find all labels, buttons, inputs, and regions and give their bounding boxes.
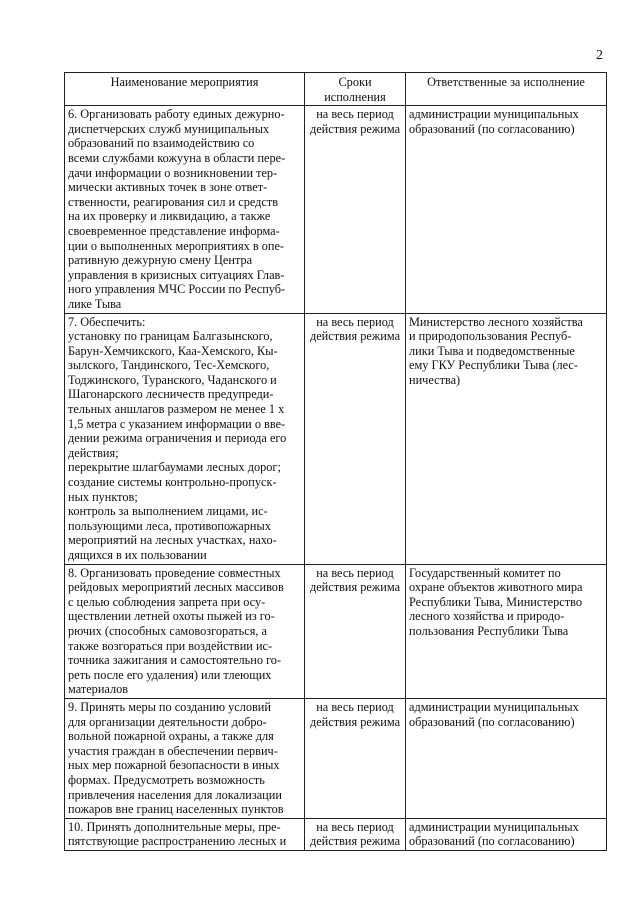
activity-cell	[65, 564, 305, 698]
activity-cell-line: зылского, Тандинского, Тес-Хемского,	[68, 358, 270, 373]
activity-cell-line: своевременное представление информа-	[68, 223, 280, 238]
activity-cell-line: диспетчерских служб муниципальных	[68, 121, 270, 136]
activity-cell-line: дачи информации о возникновении тер-	[68, 165, 278, 180]
responsible-cell-line: ему ГКУ Республики Тыва (лес-	[409, 358, 578, 373]
responsible-cell	[406, 313, 607, 564]
term-cell-line: действия режима	[309, 580, 401, 595]
term-cell	[305, 106, 406, 313]
measures-table	[64, 72, 607, 851]
activity-cell-line: 8. Организовать проведение совместных	[68, 565, 281, 580]
activity-cell-line: 9. Принять меры по созданию условий	[68, 699, 271, 714]
activity-cell-line: 10. Принять дополнительные меры, пре-	[68, 819, 281, 834]
activity-cell-line: всеми службами кожууна в области пере-	[68, 150, 286, 165]
activity-cell-line: также возгораться при воздействии ис-	[68, 638, 273, 653]
term-cell-line: на весь период	[316, 314, 394, 329]
responsible-cell-line: Республики Тыва, Министерство	[409, 594, 582, 609]
activity-cell-line: ных пунктов;	[68, 489, 138, 504]
header-term-line: исполнения	[324, 89, 386, 104]
activity-cell-line: мически активных точек в зоне ответ-	[68, 180, 268, 195]
activity-cell-line: ственности, реагирования сил и средств	[68, 194, 279, 209]
activity-cell-line: рючих (способных самовозгораться, а	[68, 623, 267, 638]
table-row	[65, 698, 607, 818]
activity-cell-line: перекрытие шлагбаумами лесных дорог;	[68, 460, 281, 475]
activity-cell-line: для организации деятельности добро-	[68, 714, 267, 729]
activity-cell-line: участия граждан в обеспечении первич-	[68, 743, 278, 758]
responsible-cell-line: администрации муниципальных	[409, 107, 579, 122]
responsible-cell	[406, 564, 607, 698]
activity-cell-line: с целью соблюдения запрета при осу-	[68, 594, 266, 609]
term-cell-line: действия режима	[309, 714, 401, 729]
term-cell-line: действия режима	[309, 329, 401, 344]
page-number: 2	[596, 48, 603, 63]
activity-cell-line: контроль за выполнением лицами, ис-	[68, 504, 268, 519]
responsible-cell-line: лесного хозяйства и природо-	[409, 609, 565, 624]
responsible-cell	[406, 106, 607, 313]
activity-cell-line: пожаров вне границ населенных пунктов	[68, 802, 284, 817]
activity-cell-line: привлечения населения для локализации	[68, 787, 282, 802]
activity-cell-line: мероприятий на лесных участках, нахо-	[68, 533, 277, 548]
activity-cell-line: формах. Предусмотреть возможность	[68, 772, 265, 787]
responsible-cell-line: пользования Республики Тыва	[409, 623, 569, 638]
responsible-cell-line: лики Тыва и подведомственные	[409, 343, 575, 358]
responsible-cell-line: Государственный комитет по	[409, 565, 561, 580]
activity-cell-line: вольной пожарной охраны, а также для	[68, 729, 274, 744]
activity-cell-line: Шагонарского лесничеств предупреди-	[68, 387, 274, 402]
activity-cell-line: ных мер пожарной безопасности в иных	[68, 758, 280, 773]
responsible-cell-line: и природопользования Респуб-	[409, 329, 572, 344]
table-row	[65, 106, 607, 313]
header-term-line: Сроки	[338, 75, 372, 89]
activity-cell-line: 1,5 метра с указанием информации о вве-	[68, 416, 286, 431]
activity-cell-line: ративную дежурную смену Центра	[68, 253, 253, 268]
activity-cell-line: ществлении летней охоты пыжей из го-	[68, 609, 275, 624]
header-term	[305, 73, 406, 106]
header-activity: Наименование мероприятия	[65, 73, 305, 106]
activity-cell	[65, 698, 305, 818]
activity-cell-line: действия;	[68, 445, 119, 460]
header-responsible: Ответственные за исполнение	[406, 73, 607, 106]
responsible-cell-line: администрации муниципальных	[409, 699, 579, 714]
term-cell-line: на весь период	[316, 107, 394, 122]
responsible-cell-line: администрации муниципальных	[409, 819, 579, 834]
activity-cell-line: точника зажигания и самостоятельно го-	[68, 653, 282, 668]
responsible-cell	[406, 698, 607, 818]
activity-cell-line: реть после его удаления) или тлеющих	[68, 667, 272, 682]
activity-cell-line: ции о выполненных мероприятиях в опе-	[68, 238, 284, 253]
responsible-cell-line: ничества)	[409, 372, 461, 387]
responsible-cell-line: образований (по согласованию)	[409, 834, 575, 849]
activity-cell-line: Тоджинского, Туранского, Чаданского и	[68, 372, 277, 387]
activity-cell-line: лике Тыва	[68, 296, 122, 311]
term-cell	[305, 818, 406, 850]
activity-cell-line: дении режима ограничения и периода его	[68, 431, 287, 446]
activity-cell-line: 7. Обеспечить:	[68, 314, 146, 329]
activity-cell-line: рейдовых мероприятий лесных массивов	[68, 580, 284, 595]
term-cell	[305, 564, 406, 698]
responsible-cell-line: охране объектов животного мира	[409, 580, 583, 595]
activity-cell-line: установку по границам Балгазынского,	[68, 329, 273, 344]
activity-cell-line: управления в кризисных ситуациях Глав-	[68, 267, 285, 282]
activity-cell	[65, 313, 305, 564]
activity-cell-line: пятствующие распространению лесных и	[68, 834, 287, 849]
term-cell-line: на весь период	[316, 819, 394, 834]
table-row	[65, 818, 607, 850]
activity-cell-line: материалов	[68, 682, 129, 697]
activity-cell-line: создание системы контрольно-пропуск-	[68, 475, 277, 490]
activity-cell-line: Барун-Хемчикского, Каа-Хемского, Кы-	[68, 343, 278, 358]
term-cell	[305, 698, 406, 818]
activity-cell-line: тельных аншлагов размером не менее 1 х	[68, 402, 285, 417]
term-cell-line: на весь период	[316, 565, 394, 580]
activity-cell-line: образований по взаимодействию со	[68, 136, 255, 151]
activity-cell-line: ного управления МЧС России по Респуб-	[68, 282, 286, 297]
term-cell-line: действия режима	[309, 121, 401, 136]
activity-cell-line: дящихся в их пользовании	[68, 548, 207, 562]
table-row	[65, 313, 607, 564]
table-row	[65, 564, 607, 698]
table-header-row	[65, 73, 607, 106]
responsible-cell-line: образований (по согласованию)	[409, 121, 575, 136]
activity-cell-line: 6. Организовать работу единых дежурно-	[68, 107, 285, 122]
activity-cell	[65, 818, 305, 850]
term-cell-line: на весь период	[316, 699, 394, 714]
activity-cell	[65, 106, 305, 313]
responsible-cell	[406, 818, 607, 850]
responsible-cell-line: Министерство лесного хозяйства	[409, 314, 583, 329]
activity-cell-line: пользующими леса, противопожарных	[68, 518, 271, 533]
activity-cell-line: на их проверку и ликвидацию, а также	[68, 209, 271, 224]
term-cell-line: действия режима	[309, 834, 401, 849]
responsible-cell-line: образований (по согласованию)	[409, 714, 575, 729]
term-cell	[305, 313, 406, 564]
